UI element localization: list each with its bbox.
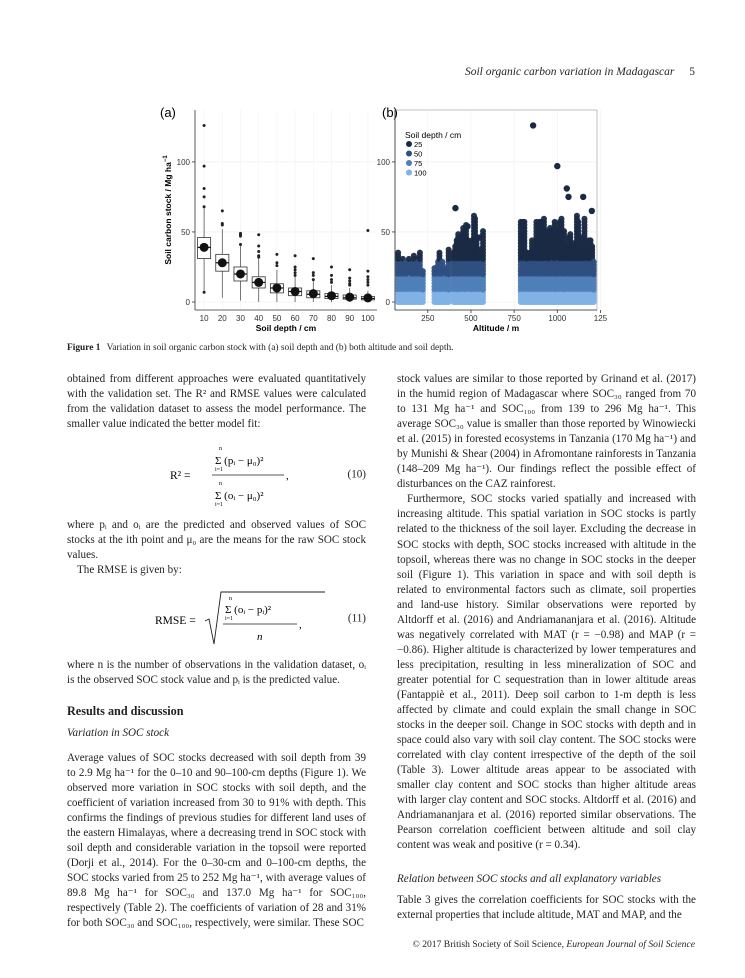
svg-text:90: 90	[345, 314, 355, 323]
paragraph: where pᵢ and oᵢ are the predicted and observed values of SOC stocks at the ith point and μ₀ are the means for the raw SOC stock values.	[67, 519, 366, 562]
svg-text:30: 30	[236, 314, 245, 323]
svg-text:Σ (oᵢ − μ₀)²: Σ (oᵢ − μ₀)²	[215, 490, 264, 503]
equation-11	[67, 588, 366, 650]
svg-text:RMSE =: RMSE =	[155, 615, 196, 628]
svg-text:i=1: i=1	[225, 616, 234, 623]
svg-text:100: 100	[176, 157, 190, 167]
figure-1-plots	[150, 100, 610, 340]
section-heading: Results and discussion	[67, 704, 184, 719]
svg-text:Σ (oᵢ − pᵢ)²: Σ (oᵢ − pᵢ)²	[225, 604, 272, 617]
running-head	[465, 66, 695, 78]
svg-text:0: 0	[385, 298, 390, 307]
figure-1	[150, 100, 610, 340]
rmse-formula	[155, 588, 335, 650]
r-squared-formula	[167, 440, 327, 510]
svg-text:,: ,	[299, 619, 302, 632]
paragraph: stock values are similar to those reported by Grinand et al. (2017) in the humid region of Madagascar where SOC₃₀ ranged from 70 to 131 Mg ha⁻¹ and SOC₁₀₀ from 139 to 296 Mg ha⁻¹. This average SOC₃₀ value is smaller than those reported by Winowiecki et al. (2015) in forested ecosystems in Tanzania (170 Mg ha⁻¹) and by Munishi & Shear (2004) in Afromontane rainforests in Tanzania (148–209 Mg ha⁻¹). Our findings reflect the possible effect of disturbances on the CAZ rainforest.	[397, 373, 696, 491]
copyright: © 2017 British Society of Soil Science,	[412, 939, 567, 950]
svg-text:1000: 1000	[548, 314, 567, 323]
journal-name: European Journal of Soil Science	[566, 939, 695, 950]
svg-text:n: n	[229, 596, 232, 603]
svg-text:i=1: i=1	[215, 467, 224, 474]
svg-text:20: 20	[217, 314, 227, 323]
svg-text:750: 750	[507, 314, 521, 323]
svg-text:100: 100	[361, 314, 375, 323]
svg-text:Soil depth / cm: Soil depth / cm	[405, 130, 462, 140]
svg-text:Altitude / m: Altitude / m	[472, 323, 520, 333]
svg-text:0: 0	[185, 298, 190, 307]
svg-text:n: n	[219, 481, 222, 488]
svg-text:,: ,	[286, 470, 289, 483]
svg-text:500: 500	[464, 314, 478, 323]
equation-number: (11)	[347, 612, 366, 625]
paragraph: Average values of SOC stocks decreased with soil depth from 39 to 2.9 Mg ha⁻¹ for the 0–10 and 90–100-cm depths (Figure 1). We observed more variation in SOC stocks with soil depth, and the coefficient of variation increased from 30 to 91% with depth. This confirms the findings of previous studies for different land uses of the eastern Himalayas, where a decreasing trend in SOC stock with soil depth and considerable variation in the topsoil were reported (Dorji et al., 2014). For the 0–30-cm and 0–100-cm depths, the SOC stocks varied from 25 to 252 Mg ha⁻¹, with average values of 89.8 Mg ha⁻¹ for SOC₃₀ and 137.0 Mg ha⁻¹ for SOC₁₀₀, respectively (Table 2). The coefficients of variation of 28 and 31% for both SOC₃₀ and SOC₁₀₀, respectively, were similar. These SOC	[67, 751, 366, 930]
caption-label: Figure 1	[67, 343, 101, 353]
left-column	[67, 372, 366, 931]
paragraph: Furthermore, SOC stocks varied spatially and increased with increasing altitude. This spatial variation in SOC stocks is partly related to the thickness of the soil layer. Excluding the decrease in SOC stocks with depth, SOC stocks increased with altitude in the topsoil, whereas there was no change in SOC stocks in the deeper soil (Figure 1). This variation in space and with soil depth is related to environmental factors such as climate, soil properties and land-use history. Similar observations were reported by Altdorff et al. (2016) and Andriamananjara et al. (2016). Altitude was negatively correlated with MAT (r = −0.98) and MAP (r = −0.86). Higher altitude is characterized by lower temperatures and less precipitation, resulting in less mineralization of SOC and greater potential for C sequestration than in lower altitude areas (Fantappiè et al., 2011). Deep soil carbon to 1-m depth is less affected by climate and could explain the small change in SOC stocks in the deeper soil. Change in SOC stocks with depth and in space could also vary with soil clay content. The SOC stocks were correlated with clay content irrespective of the depth of the soil (Table 3). Lower altitude areas appear to be associated with smaller clay content and SOC stocks than higher altitude areas with larger clay content and SOC stocks. Altdorff et al. (2016) and Andriamananjara et al. (2016) reported similar observations. The Pearson correlation coefficient between altitude and soil clay content was weak and positive (r = 0.34).	[397, 493, 696, 852]
svg-text:25: 25	[414, 140, 423, 149]
svg-text:80: 80	[327, 314, 336, 323]
paragraph: where n is the number of observations in the validation dataset, oᵢ is the observed SOC stock value and pᵢ is the predicted value.	[67, 659, 366, 687]
right-column	[397, 372, 696, 923]
svg-text:n: n	[257, 631, 263, 644]
svg-text:Soil carbon stock / Mg ha−1: Soil carbon stock / Mg $ha^{-1}$	[163, 155, 173, 265]
svg-text:50: 50	[181, 227, 190, 237]
svg-text:Soil depth / cm: Soil depth / cm	[255, 323, 317, 333]
subsection-heading: Variation in SOC stock	[67, 726, 169, 739]
paragraph: The RMSE is given by:	[77, 564, 182, 577]
svg-text:60: 60	[290, 314, 300, 323]
svg-text:250: 250	[421, 314, 435, 323]
svg-text:10: 10	[199, 314, 209, 323]
equation-10	[67, 440, 366, 510]
svg-text:125: 125	[593, 314, 608, 323]
subsection-heading: Relation between SOC stocks and all explanatory variables	[397, 872, 662, 885]
equation-number: (10)	[347, 468, 366, 481]
svg-text:(a): (a)	[160, 105, 176, 120]
running-title: Soil organic carbon variation in Madagascar	[464, 66, 675, 78]
svg-text:40: 40	[254, 314, 264, 323]
svg-text:n: n	[219, 446, 222, 453]
svg-text:(b): (b)	[382, 105, 398, 120]
figure-caption	[67, 343, 687, 353]
svg-text:100: 100	[414, 168, 427, 178]
svg-text:i=1: i=1	[215, 502, 224, 509]
footer	[413, 939, 695, 950]
svg-text:50: 50	[381, 227, 390, 237]
caption-text: Variation in soil organic carbon stock with (a) soil depth and (b) both altitude and soil depth.	[106, 343, 454, 353]
svg-text:50: 50	[414, 149, 423, 159]
svg-text:Σ (pᵢ − μ₀)²: Σ (pᵢ − μ₀)²	[215, 455, 264, 468]
svg-text:70: 70	[308, 314, 318, 323]
page-number: 5	[689, 66, 695, 78]
svg-text:R² =: R² =	[170, 470, 191, 483]
svg-text:75: 75	[414, 159, 423, 168]
svg-text:50: 50	[272, 314, 282, 323]
svg-text:100: 100	[376, 157, 390, 167]
paragraph: Table 3 gives the correlation coefficients for SOC stocks with the external properties that include altitude, MAT and MAP, and the	[397, 893, 696, 921]
paragraph: obtained from different approaches were evaluated quantitatively with the validation set. The R² and RMSE values were calculated from the validation dataset to assess the model performance. The smaller value indicated the better model fit:	[67, 373, 366, 431]
